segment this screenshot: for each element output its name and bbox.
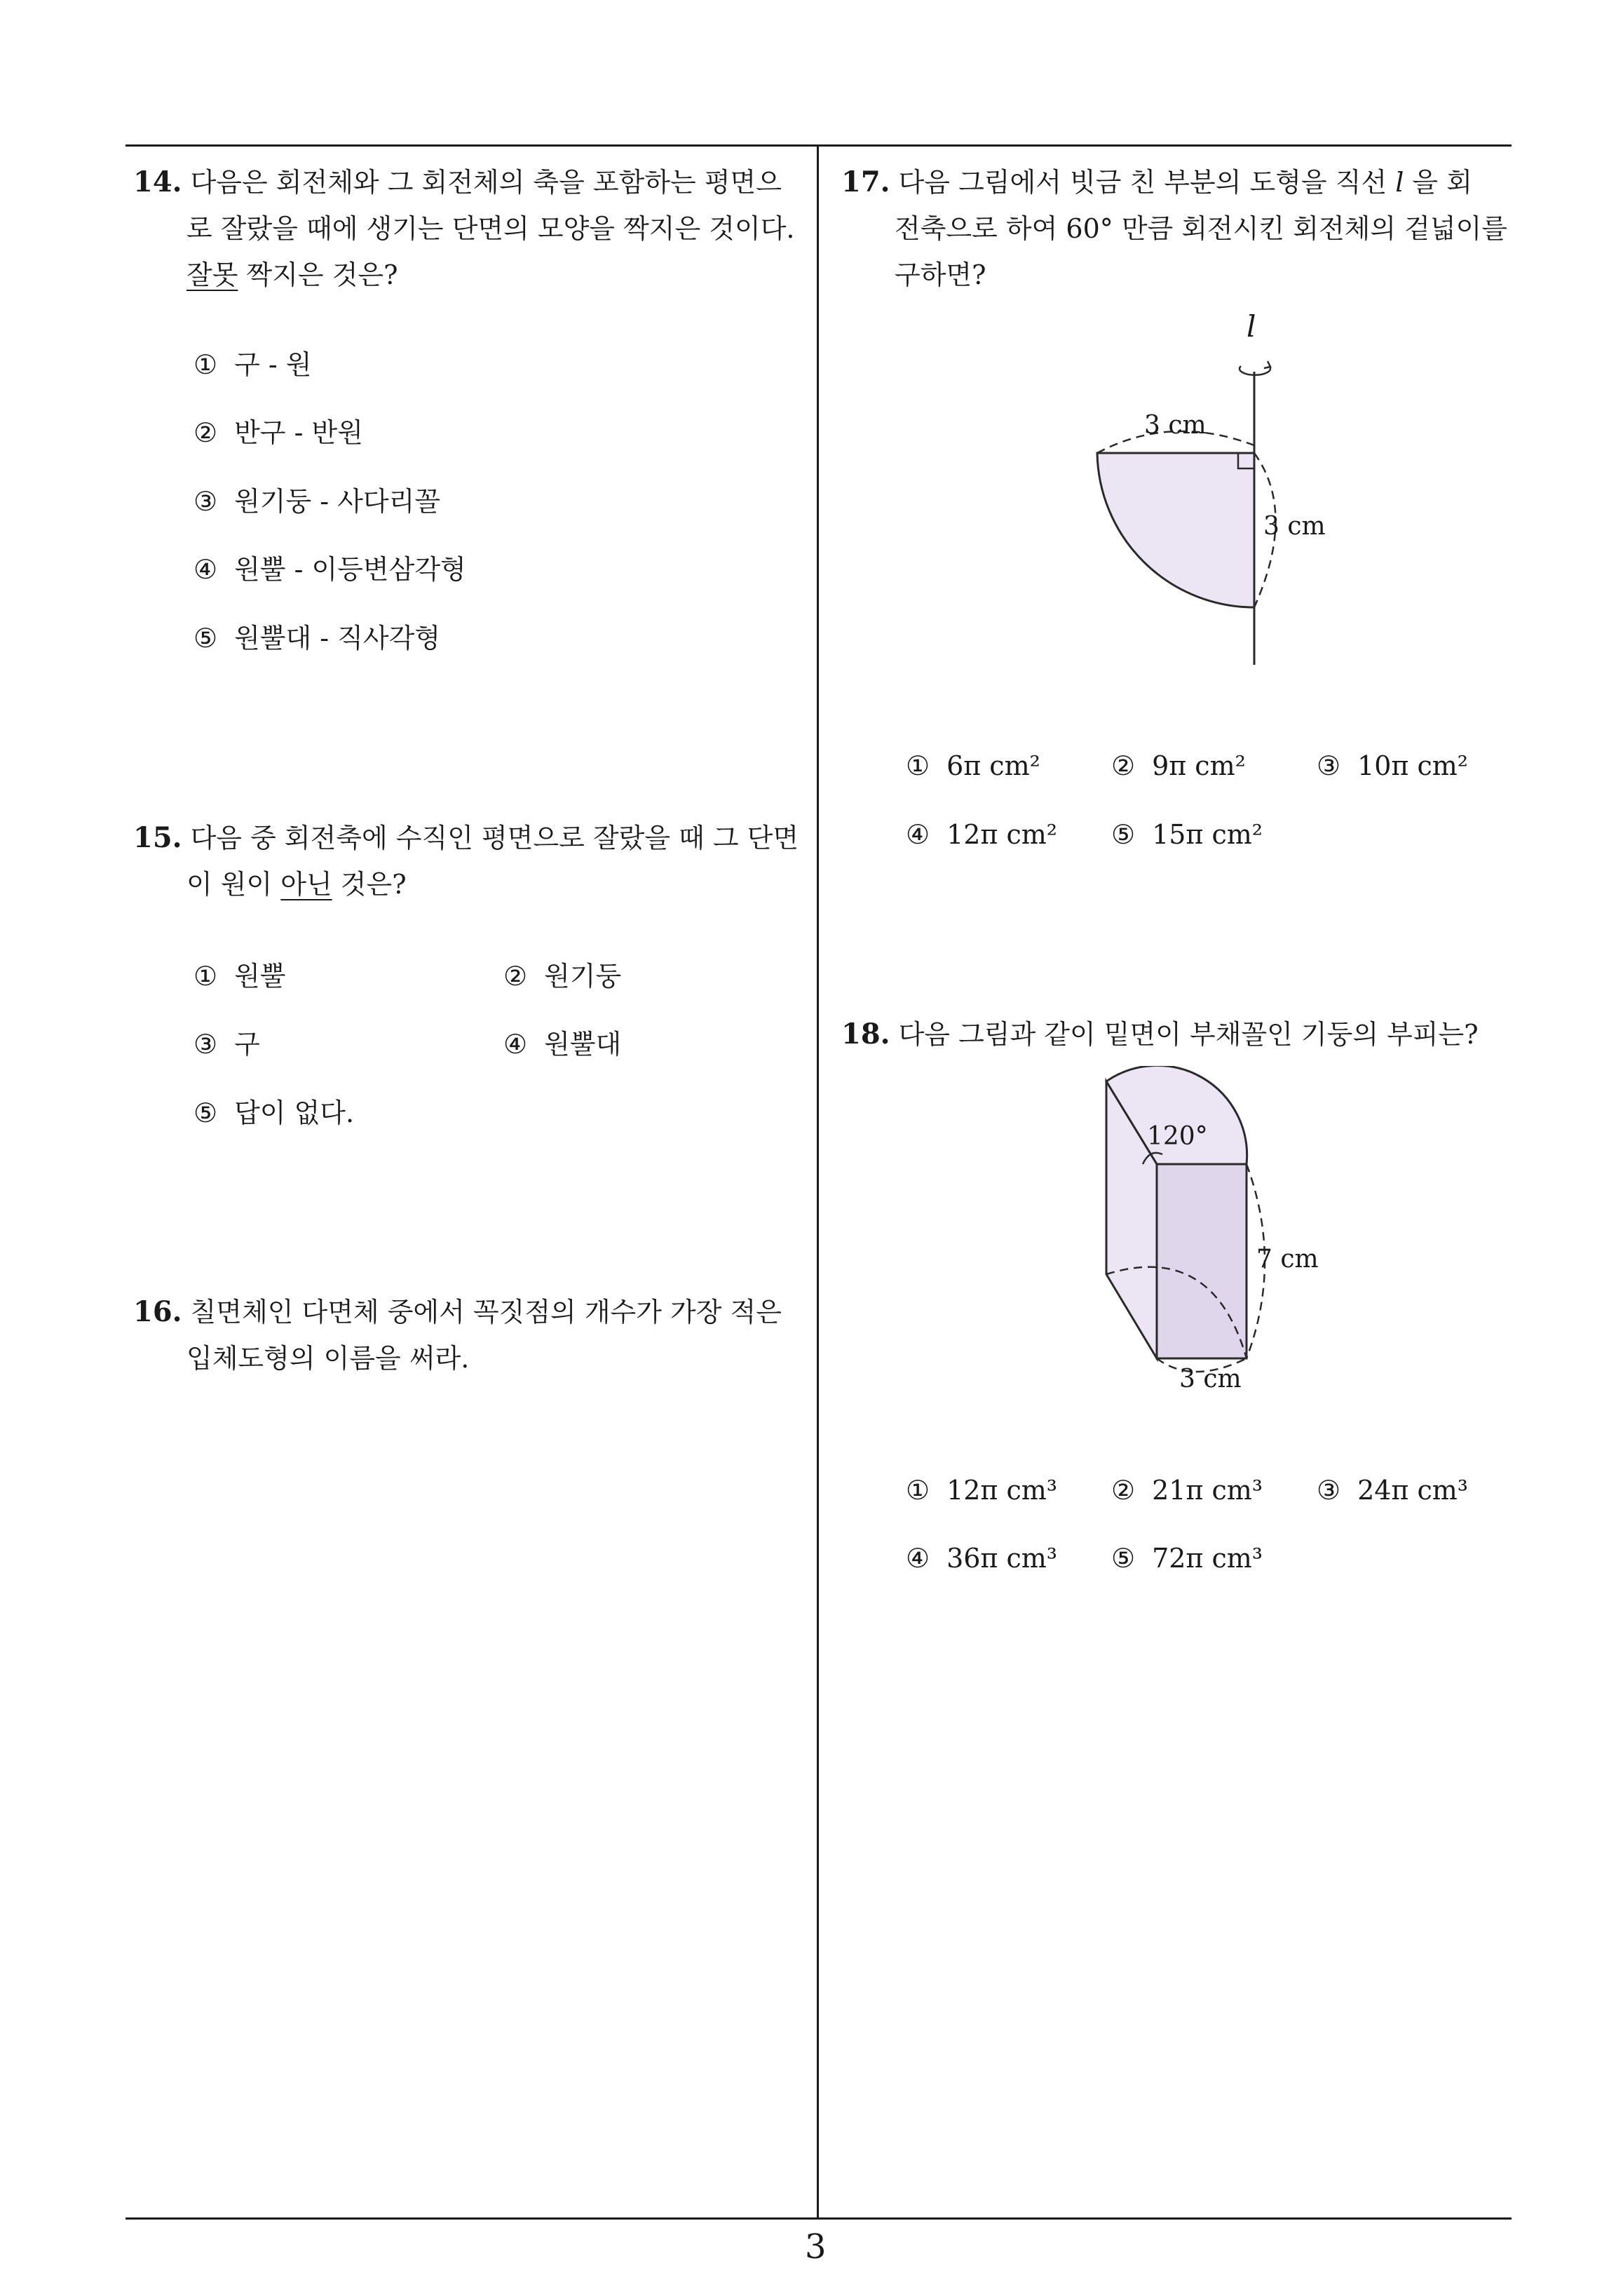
question-14 xyxy=(133,159,806,298)
question-text: 다음은 회전체와 그 회전체의 축을 포함하는 평면으 xyxy=(190,167,782,198)
question-number: 18. xyxy=(841,1018,890,1051)
answer-option[interactable]: ① 원뿔 xyxy=(193,961,286,992)
question-text: 구하면? xyxy=(895,259,986,290)
answer-option[interactable]: ④ 12π cm² xyxy=(906,819,1058,850)
top-length-label: 3 cm xyxy=(1144,411,1207,440)
answer-option[interactable]: ④ 원뿔 - 이등변삼각형 xyxy=(193,554,466,585)
axis-label: l xyxy=(1247,309,1256,344)
answer-option[interactable]: ③ 원기둥 - 사다리꼴 xyxy=(193,486,441,517)
answer-option[interactable]: ② 21π cm³ xyxy=(1111,1475,1263,1506)
answer-option[interactable]: ③ 24π cm³ xyxy=(1317,1475,1469,1506)
answer-option[interactable]: ① 12π cm³ xyxy=(906,1475,1058,1506)
underlined-word: 아닌 xyxy=(280,869,332,900)
answer-option[interactable]: ④ 원뿔대 xyxy=(503,1029,622,1060)
underlined-word: 잘못 xyxy=(186,259,238,290)
q17-figure xyxy=(1066,309,1332,673)
height-label: 7 cm xyxy=(1256,1245,1319,1274)
answer-option[interactable]: ① 구 - 원 xyxy=(193,349,312,380)
question-number: 17. xyxy=(841,166,890,198)
question-text: 칠면체인 다면체 중에서 꼭짓점의 개수가 가장 적은 xyxy=(190,1297,782,1328)
radius-label: 3 cm xyxy=(1179,1365,1242,1393)
answer-option[interactable]: ⑤ 72π cm³ xyxy=(1111,1543,1263,1574)
question-text: 입체도형의 이름을 써라. xyxy=(186,1343,470,1374)
side-length-label: 3 cm xyxy=(1263,512,1326,541)
answer-option[interactable]: ⑤ 답이 없다. xyxy=(193,1098,355,1128)
bottom-rule xyxy=(125,2217,1512,2220)
shaded-quarter-circle xyxy=(1097,453,1254,607)
question-number: 14. xyxy=(133,166,182,198)
question-text: 전축으로 하여 60° 만큼 회전시킨 회전체의 겉넓이를 xyxy=(895,213,1507,244)
question-number: 16. xyxy=(133,1295,182,1328)
axis-variable: l xyxy=(1395,167,1404,198)
answer-option[interactable]: ③ 10π cm² xyxy=(1317,750,1469,781)
page-number: 3 xyxy=(805,2227,827,2267)
question-number: 15. xyxy=(133,821,182,854)
answer-option[interactable]: ③ 구 xyxy=(193,1029,260,1060)
column-divider xyxy=(817,144,819,2219)
answer-option[interactable]: ② 반구 - 반원 xyxy=(193,417,363,448)
question-text: 다음 그림과 같이 밑면이 부채꼴인 기둥의 부피는? xyxy=(898,1019,1479,1050)
answer-option[interactable]: ② 9π cm² xyxy=(1111,750,1246,781)
answer-option[interactable]: ② 원기둥 xyxy=(503,961,622,992)
front-side-face xyxy=(1157,1164,1247,1358)
question-text: 잘못 짝지은 것은? xyxy=(186,259,398,290)
question-text: 로 잘랐을 때에 생기는 단면의 모양을 짝지은 것이다. xyxy=(186,213,795,244)
question-18 xyxy=(841,1011,1514,1058)
question-text: 다음 중 회전축에 수직인 평면으로 잘랐을 때 그 단면 xyxy=(190,823,799,853)
question-15 xyxy=(133,815,806,907)
question-16 xyxy=(133,1289,806,1382)
answer-option[interactable]: ① 6π cm² xyxy=(906,750,1040,781)
answer-option[interactable]: ⑤ 15π cm² xyxy=(1111,819,1263,850)
answer-option[interactable]: ⑤ 원뿔대 - 직사각형 xyxy=(193,623,441,654)
question-text: 다음 그림에서 빗금 친 부분의 도형을 직선 l 을 회 xyxy=(898,167,1472,198)
question-text: 이 원이 아닌 것은? xyxy=(186,869,407,900)
question-17 xyxy=(841,159,1514,298)
q18-figure xyxy=(1094,1066,1332,1396)
angle-label: 120° xyxy=(1147,1122,1208,1151)
answer-option[interactable]: ④ 36π cm³ xyxy=(906,1543,1058,1574)
